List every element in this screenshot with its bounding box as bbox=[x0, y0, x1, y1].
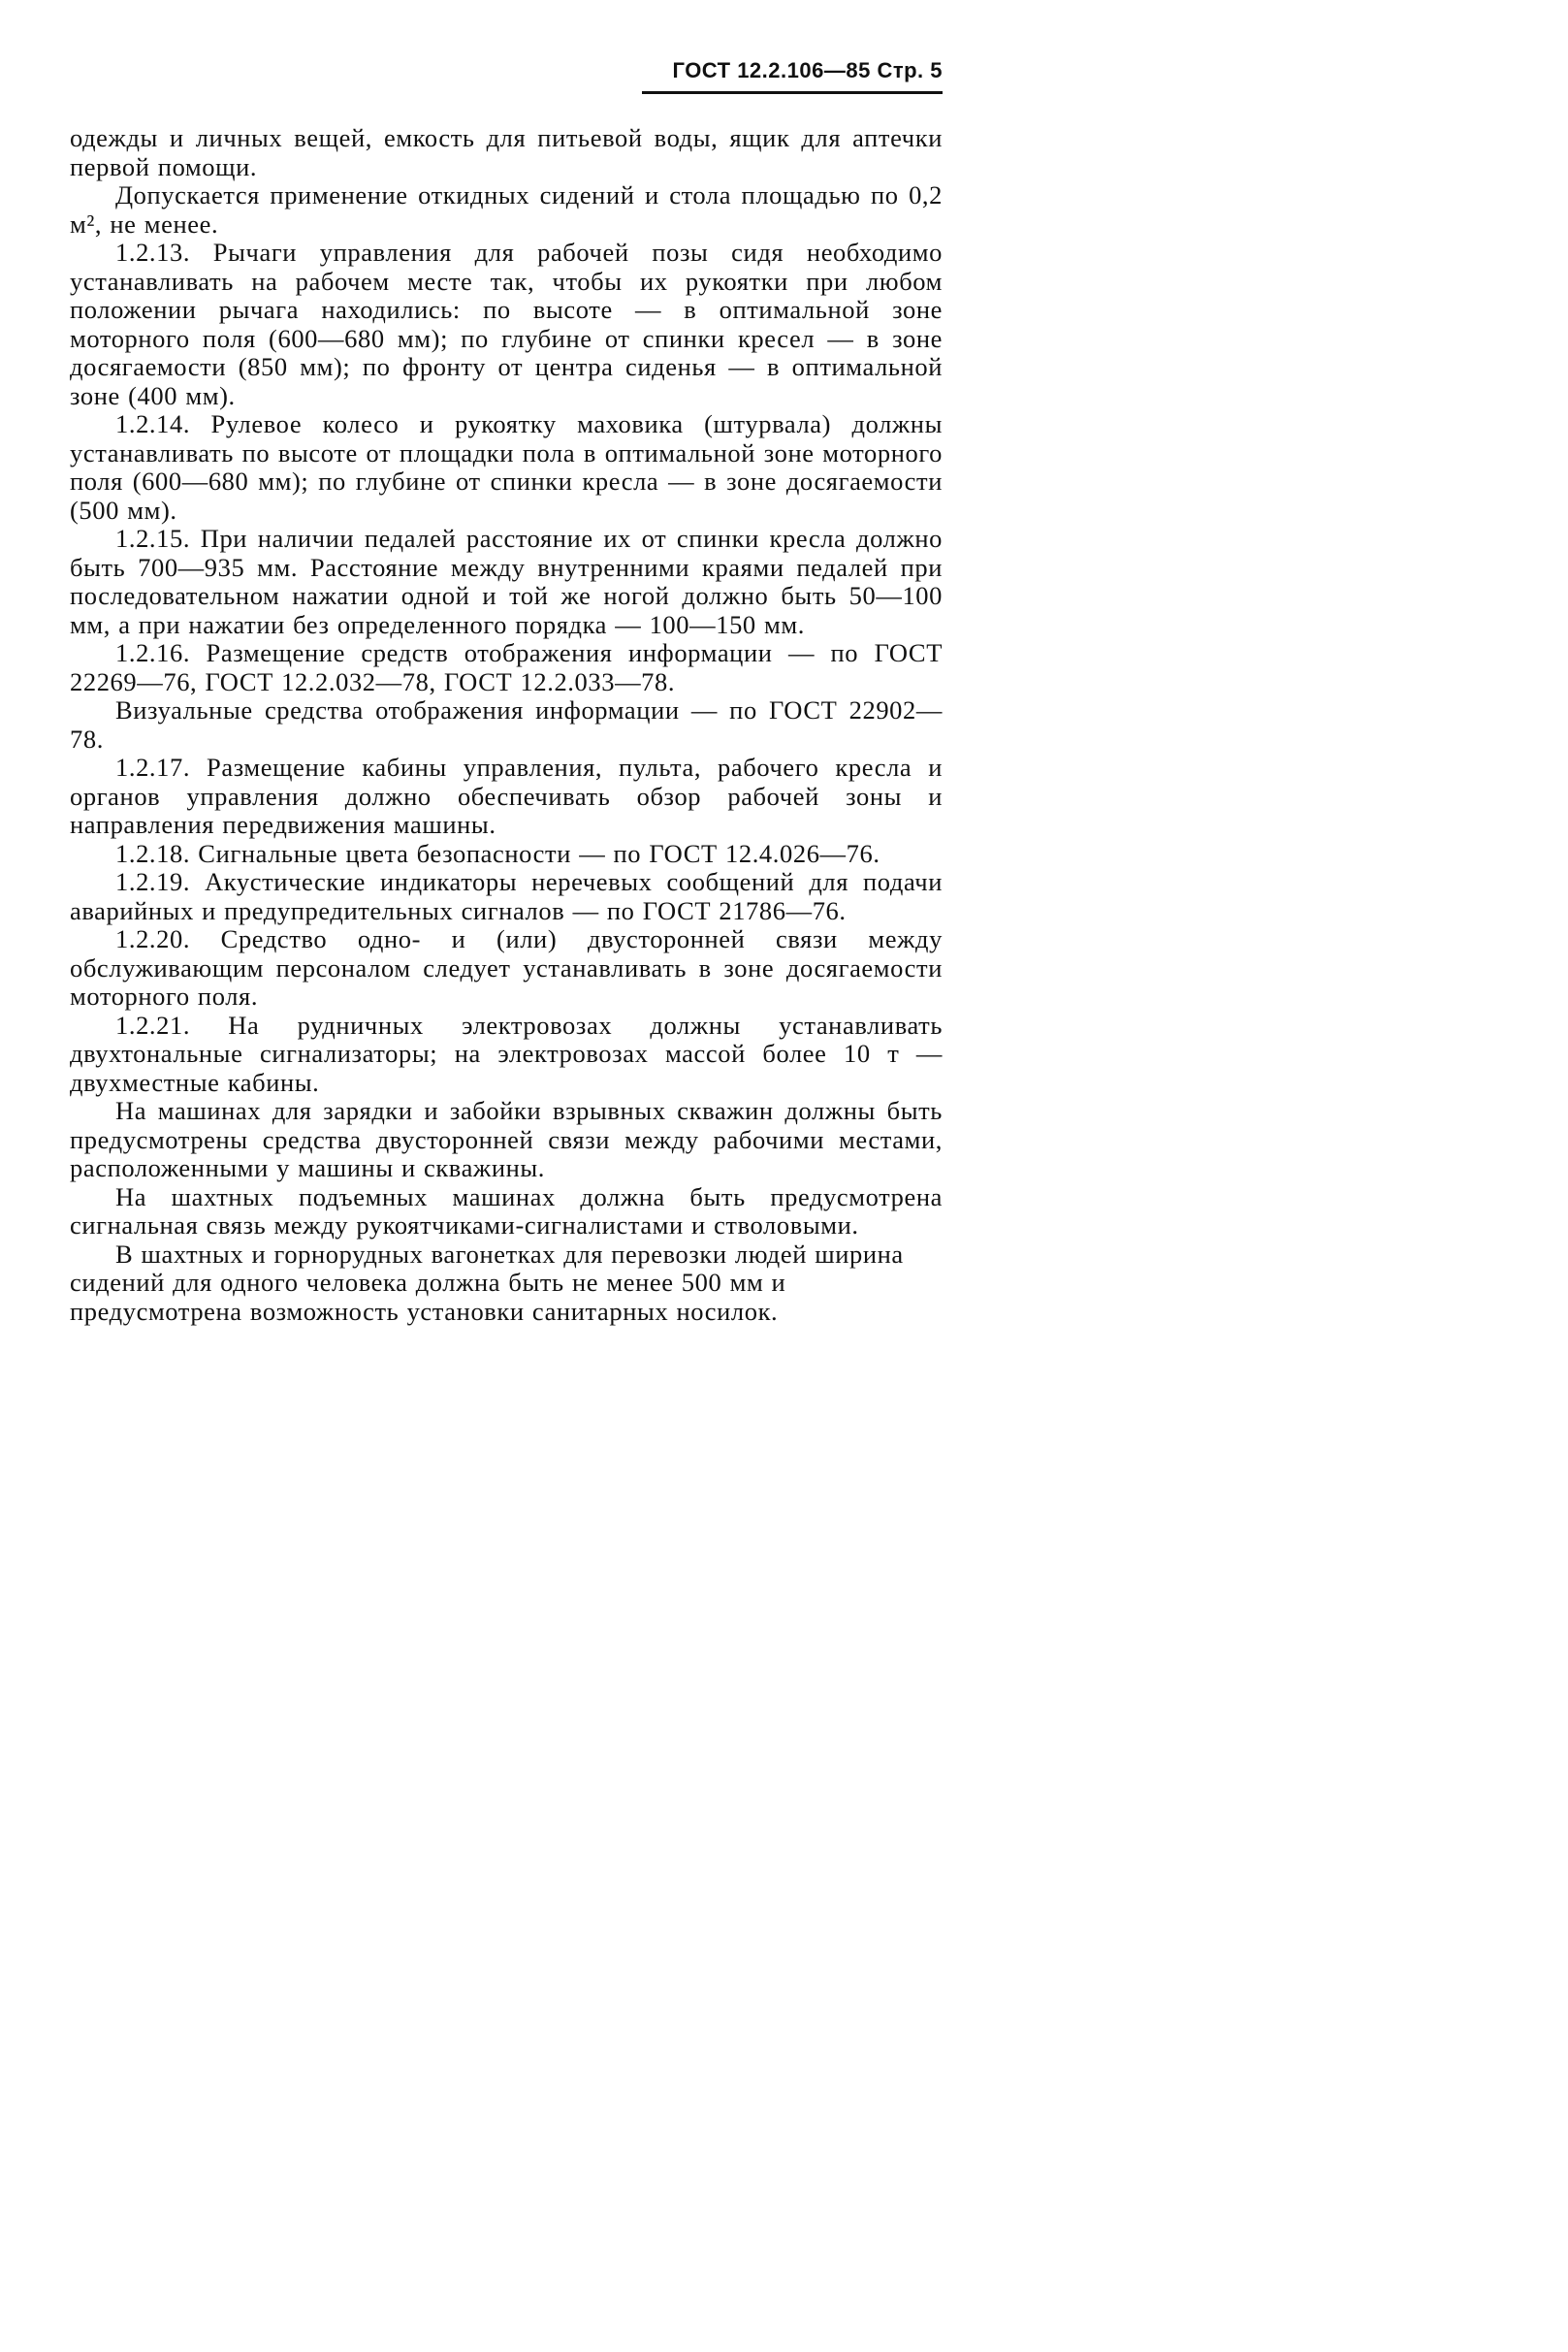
header-doc-id: ГОСТ 12.2.106—85 bbox=[672, 58, 871, 82]
paragraph-folding-seats: Допускается применение откидных сидений и стола площадью по 0,2 м², не менее. bbox=[70, 180, 943, 239]
page-header bbox=[652, 58, 943, 83]
paragraph-visual-means: Визуальные средства отображения информации — по ГОСТ 22902—78. bbox=[70, 695, 943, 754]
paragraph-1-2-21: 1.2.21. На рудничных электровозах должны устанавливать двухтональные сигнализаторы; на электровозах массой более 10 т — двухместные кабины. bbox=[70, 1010, 943, 1097]
paragraph-1-2-18: 1.2.18. Сигнальные цвета безопасности — по ГОСТ 12.4.026—76. bbox=[115, 838, 880, 868]
body-text bbox=[70, 124, 943, 1326]
header-page-number: Стр. 5 bbox=[877, 58, 943, 82]
header-rule bbox=[642, 91, 943, 94]
paragraph-1-2-16: 1.2.16. Размещение средств отображения информации — по ГОСТ 22269—76, ГОСТ 12.2.032—78, ГОСТ 12.2.033—78. bbox=[70, 638, 943, 696]
paragraph-1-2-15: 1.2.15. При наличии педалей расстояние их от спинки кресла должно быть 700—935 мм. Расстояние между внутренними краями педалей при последовательном нажатии одной и той же ногой должно быть 50—100 мм, а при нажатии без определенного порядка — 100—150 мм. bbox=[70, 524, 943, 639]
paragraph-1-2-20: 1.2.20. Средство одно- и (или) двусторонней связи между обслуживающим персоналом следует устанавливать в зоне досягаемости моторного поля. bbox=[70, 924, 943, 1011]
paragraph-1-2-17: 1.2.17. Размещение кабины управления, пульта, рабочего кресла и органов управления должно обеспечивать обзор рабочей зоны и направления передвижения машины. bbox=[70, 753, 943, 839]
paragraph-1-2-14: 1.2.14. Рулевое колесо и рукоятку маховика (штурвала) должны устанавливать по высоте от площадки пола в оптимальной зоне моторного поля (600—680 мм); по глубине от спинки кресла — в зоне досягаемости (500 мм). bbox=[70, 409, 943, 525]
paragraph-continuation: одежды и личных вещей, емкость для питьевой воды, ящик для аптечки первой помощи. bbox=[70, 123, 943, 181]
paragraph-charging-machines: На машинах для зарядки и забойки взрывных скважин должны быть предусмотрены средства двусторонней связи между рабочими местами, расположенными у машины и скважины. bbox=[70, 1096, 943, 1182]
paragraph-hoisting-machines: На шахтных подъемных машинах должна быть предусмотрена сигнальная связь между рукоятчиками-сигналистами и стволовыми. bbox=[70, 1181, 943, 1240]
paragraph-1-2-13: 1.2.13. Рычаги управления для рабочей позы сидя необходимо устанавливать на рабочем месте так, чтобы их рукоятки при любом положении рычага находились: по высоте — в оптимальной зоне моторного поля (600—680 мм); по глубине от спинки кресел — в зоне досягаемости (850 мм); по фронту от центра сиденья — в оптимальной зоне (400 мм). bbox=[70, 238, 943, 410]
document-page bbox=[0, 0, 1018, 1531]
paragraph-1-2-19: 1.2.19. Акустические индикаторы неречевых сообщений для подачи аварийных и предупредительных сигналов — по ГОСТ 21786—76. bbox=[70, 867, 943, 925]
paragraph-mine-cars: В шахтных и горнорудных вагонетках для перевозки людей ширина сидений для одного человека должна быть не менее 500 мм и предусмотрена возможность установки санитарных носилок. bbox=[70, 1239, 904, 1326]
